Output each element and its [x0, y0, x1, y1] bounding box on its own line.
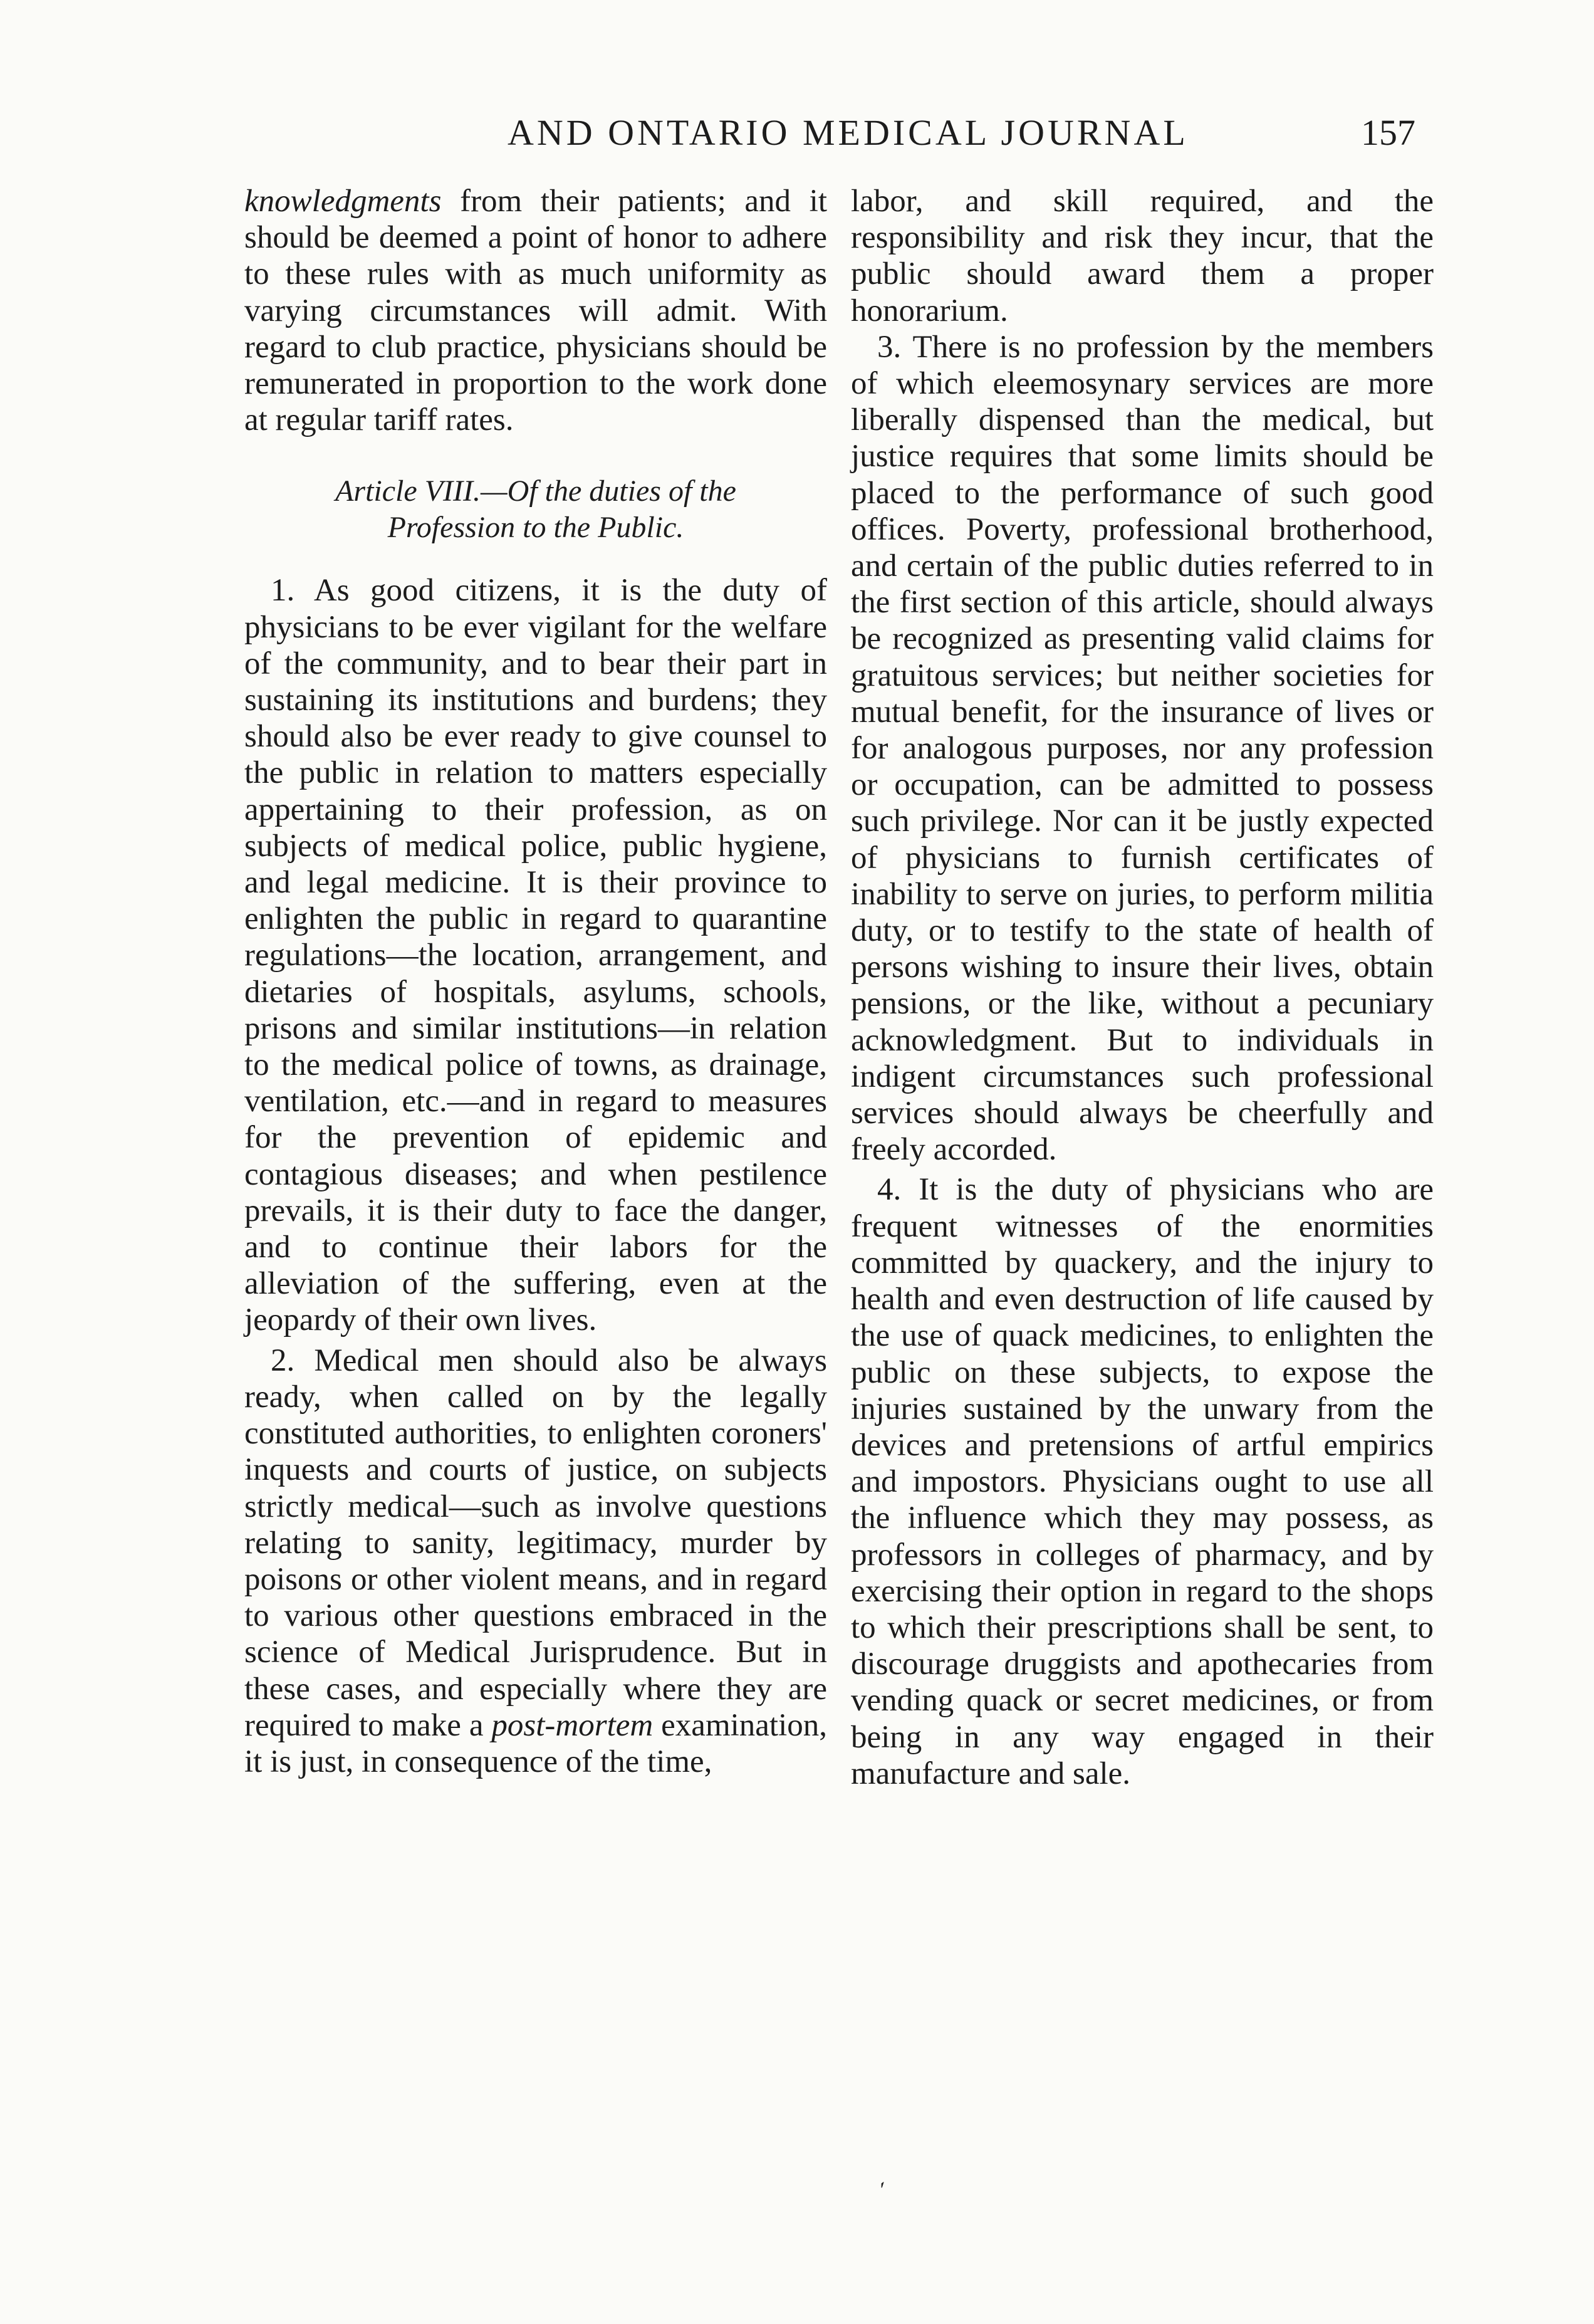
paragraph-continued-right: labor, and skill required, and the responsibility and risk they incur, that the public should award them a proper honorarium.: [851, 184, 1434, 328]
paragraph-1: 1. As good citizens, it is the duty of physicians to be ever vigilant for the welfare of the community, and to bear their part in sustaining its institutions and burdens; they should also be ever ready to give counsel to the public in relation to matters especially appertaining to their profession, as on subjects of medical police, public hygiene, and legal medicine. It is their province to enlighten the public in regard to quarantine regulations—the location, arrangement, and dietaries of hospitals, asylums, schools, prisons and similar institutions—in relation to the medical police of towns, as drainage, ventilation, etc.—and in regard to measures for the prevention of epidemic and contagious diseases; and when pestilence prevails, it is their duty to face the danger, and to continue their labors for the alleviation of the suffering, even at the jeopardy of their own lives.: [244, 573, 827, 1338]
running-head: [0, 112, 1594, 162]
paragraph-2-text-a: 2. Medical men should also be always ready, when called on by the legally constituted authorities, to enlighten coroners' inquests and courts of justice, on subjects strictly medical—such as involve questions relating to sanity, legitimacy, murder by poisons or other violent means, and in regard to various other questions embraced in the science of Medical Jurisprudence. But in these cases, and especially where they are required to make a: [244, 1343, 827, 1743]
paragraph-continued: [244, 183, 827, 438]
paragraph-2-text-b: examination, it is just, in consequence of the time,: [244, 1707, 828, 1779]
article-heading: [244, 473, 827, 546]
right-column: [851, 183, 1434, 1792]
journal-title: AND ONTARIO MEDICAL JOURNAL: [508, 112, 1189, 153]
paragraph-3: 3. There is no profession by the members of which eleemosynary services are more liberally dispensed than the medical, but justice requires that some limits should be placed to the performance of such good offices. Poverty, professional brotherhood, and certain of the public duties referred to in the first section of this article, should always be recognized as presenting valid claims for gratuitous services; but neither societies for mutual benefit, for the insurance of lives or for analogous purposes, nor any profession or occupation, can be admitted to possess such privilege. Nor can it be justly expected of physicians to furnish certificates of inability to serve on juries, to perform militia duty, or to testify to the state of health of persons wishing to insure their lives, obtain pensions, or the like, without a pecuniary acknowledgment. But to individuals in indigent circumstances such professional services should always be cheerfully and freely accorded.: [851, 329, 1434, 1168]
article-heading-line-2: Profession to the Public.: [387, 511, 684, 545]
page-number: 157: [1361, 112, 1415, 153]
left-column: [244, 183, 827, 1780]
paragraph-2: [244, 1343, 827, 1780]
paragraph-text: from their patients; and it should be deemed a point of honor to adhere to these rules with as much uniformity as varying circumstances will admit. With regard to club practice, physicians should be remunerated in proportion to the work done at regular tariff rates.: [244, 184, 827, 438]
paragraph-4: 4. It is the duty of physicians who are frequent witnesses of the enormities committed by quackery, and the injury to health and even destruction of life caused by the use of quack medicines, to enlighten the public on these subjects, to expose the injuries sustained by the unwary from the devices and pretensions of artful empirics and impostors. Physicians ought to use all the influence which they may possess, as professors in colleges of pharmacy, and by exercising their option in regard to the shops to which their prescriptions shall be sent, to discourage druggists and apothecaries from vending quack or secret medicines, or from being in any way engaged in their manufacture and sale.: [851, 1172, 1434, 1791]
italic-term: post-mortem: [491, 1707, 654, 1743]
italic-word: knowledgments: [244, 184, 442, 219]
article-heading-line-1: Article VIII.—Of the duties of the: [335, 474, 736, 508]
stray-ink-mark: ´: [875, 2177, 899, 2205]
